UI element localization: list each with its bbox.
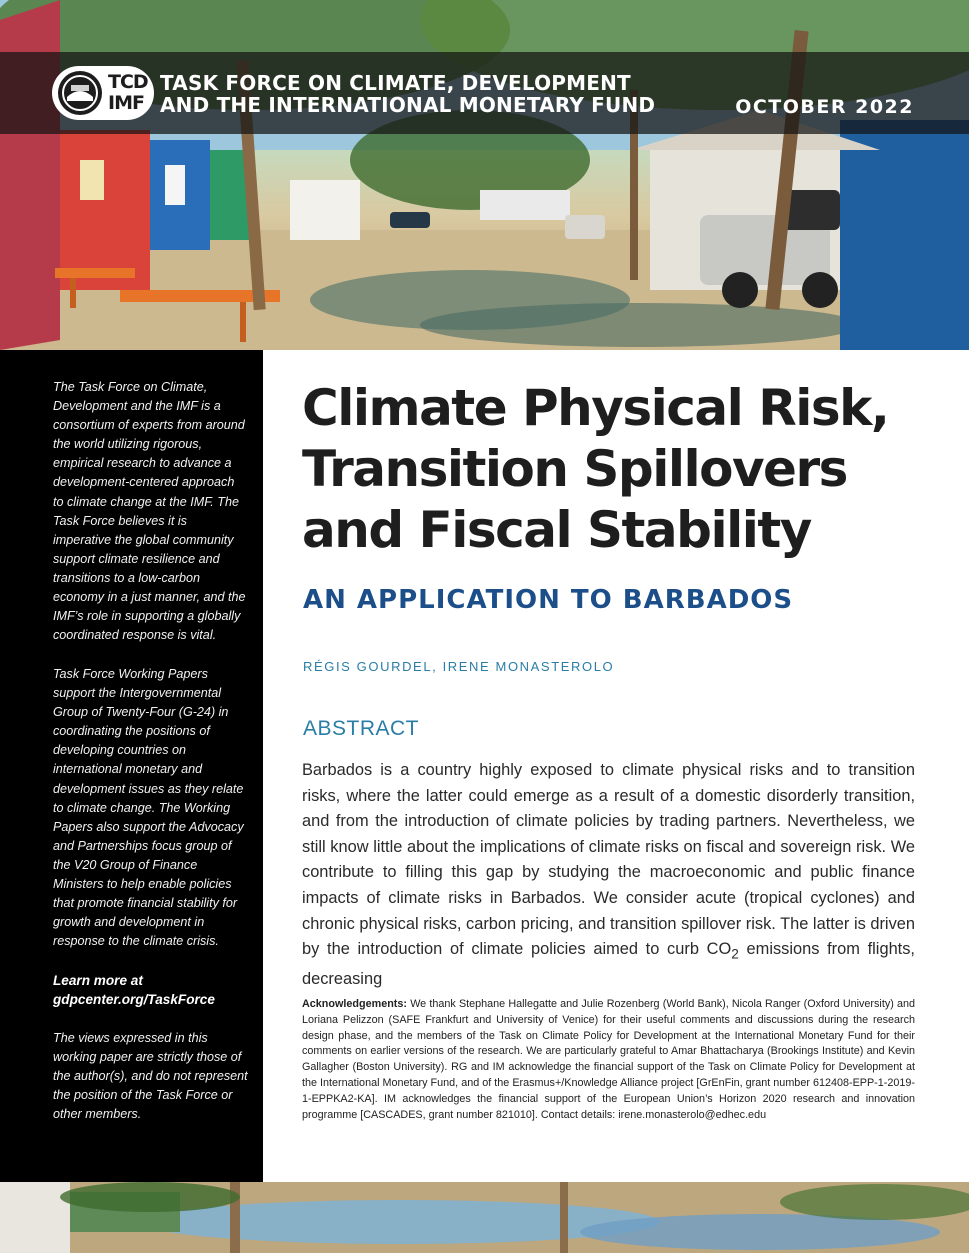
logo-line-2: IMF <box>108 92 144 114</box>
org-name-line-1: TASK FORCE ON CLIMATE, DEVELOPMENT <box>160 71 631 95</box>
header-banner <box>0 52 969 134</box>
abstract-text <box>302 758 915 989</box>
abstract-text-part-2: emissions from flights, decreasing <box>302 940 915 989</box>
acknowledgements-text: We thank Stephane Hallegatte and Julie Rozenberg (World Bank), Nicola Ranger (Oxford University) and Loriana Pelizzon (SAFE Frankfurt and University of Venice) for their useful comments and discussions during the research design phase, and the members of the Task on Climate Policy for Development at the International Monetary Fund for their comments on earlier versions of the research. We are particularly grateful to Amar Bhattacharya (Brookings Institute) and Kevin Gallagher (Boston University). RG and IM acknowledge the financial support of the Task on Climate Policy for Development at the International Monetary Fund, and of the Erasmus+/Knowledge Alliance project [GrEnFin, grant number 612408-EPP-1-2019-1-EPPKA2-KA]. IM acknowledges the financial support of the European Union’s Horizon 2020 research and innovation programme [CASCADES, grant number 821010]. Contact details: irene.monasterolo@edhec.edu <box>302 998 916 1121</box>
abstract-text-part-1: Barbados is a country highly exposed to climate physical risks and to transition risks, where the latter could emerge as a result of a domestic disorderly transition, and from the introduction of climate policies by trading partners. Nevertheless, we still know little about the implications of climate risks on fiscal and sovereign risk. We contribute to filling this gap by studying the macroeconomic and public finance impacts of climate risks in Barbados. We consider acute (tropical cyclones) and chronic physical risks, carbon pricing, and transition spillover risk. The latter is driven by the introduction of climate policies aimed to curb CO <box>302 761 915 959</box>
task-force-description: The Task Force on Climate, Development and the IMF is a consortium of experts from around the world utilizing rigorous, empirical research to advance a development-centered approach to climate change at the IMF. The Task Force believes it is imperative the global community support climate resilience and transitions to a low-carbon economy in a just manner, and the IMF’s role in supporting a globally coordinated response is vital. <box>53 380 246 643</box>
tcd-imf-logo <box>52 66 154 120</box>
logo-line-1: TCD <box>108 71 148 93</box>
paper-title: Climate Physical Risk, Transition Spillovers and Fiscal Stability <box>302 379 889 559</box>
logo-text <box>108 72 152 114</box>
sidebar <box>0 350 263 1182</box>
acknowledgements <box>302 997 915 1123</box>
paper-subtitle: AN APPLICATION TO BARBADOS <box>303 585 794 615</box>
authors: RÉGIS GOURDEL, IRENE MONASTEROLO <box>303 659 615 674</box>
publication-date: OCTOBER 2022 <box>735 96 914 118</box>
disclaimer: The views expressed in this working paper are strictly those of the author(s), and do not represent the position of the Task Force or other members. <box>53 1031 248 1122</box>
globe-icon <box>58 71 102 115</box>
learn-more-link[interactable]: Learn more at gdpcenter.org/TaskForce <box>53 973 215 1008</box>
cover-photo <box>0 0 969 350</box>
footer-photo <box>0 1182 969 1253</box>
co2-subscript: 2 <box>731 946 739 962</box>
organization-name <box>160 72 655 116</box>
abstract-heading: ABSTRACT <box>303 717 420 740</box>
acknowledgements-label: Acknowledgements: <box>302 998 407 1010</box>
working-papers-description: Task Force Working Papers support the Intergovernmental Group of Twenty-Four (G-24) in coordinating the positions of developing countries on international monetary and development issues as they relate to climate change. The Working Papers also support the Advocacy and Partnerships focus group of the V20 Group of Finance Ministers to help enable policies that promote financial stability for growth and development in response to the climate crisis. <box>53 667 244 949</box>
org-name-line-2: AND THE INTERNATIONAL MONETARY FUND <box>160 93 656 117</box>
footer-photo-illustration <box>0 1182 969 1253</box>
